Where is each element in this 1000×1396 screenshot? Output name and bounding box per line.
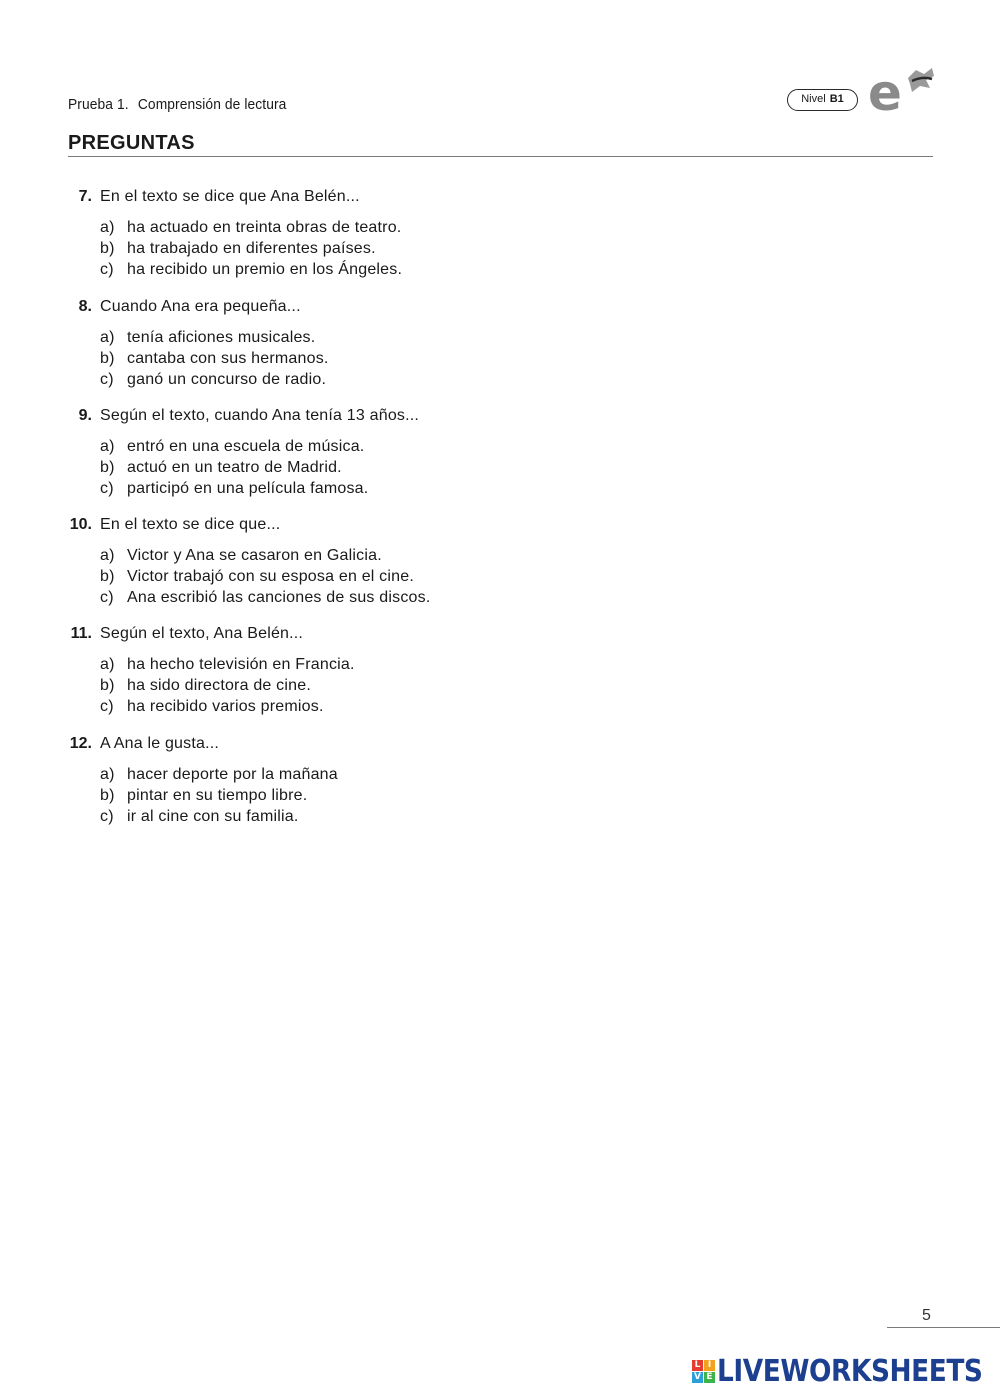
option-b[interactable]: b) ha sido directora de cine.	[100, 677, 311, 694]
question-number: 7.	[78, 188, 92, 205]
question-number: 8.	[78, 298, 92, 315]
option-b[interactable]: b) actuó en un teatro de Madrid.	[100, 459, 342, 476]
page-number: 5	[922, 1307, 931, 1324]
question-number: 12.	[69, 735, 92, 752]
question-text: Según el texto, cuando Ana tenía 13 años...	[100, 407, 420, 424]
test-label: Prueba 1.	[68, 96, 129, 113]
option-a[interactable]: a) entró en una escuela de música.	[100, 438, 365, 455]
option-c[interactable]: c) ir al cine con su familia.	[100, 808, 299, 825]
dele-logo-icon	[868, 64, 938, 116]
page-title: PREGUNTAS	[68, 132, 195, 154]
liveworksheets-text: LIVEWORKSHEETS	[717, 1353, 983, 1389]
liveworksheets-logo[interactable]	[692, 1353, 1000, 1389]
option-b[interactable]: b) ha trabajado en diferentes países.	[100, 240, 376, 257]
question-text: Cuando Ana era pequeña...	[100, 298, 301, 315]
question-number: 10.	[69, 516, 92, 533]
level-value: B1	[829, 93, 844, 105]
question-text: A Ana le gusta...	[100, 735, 220, 752]
option-b[interactable]: b) Victor trabajó con su esposa en el cine.	[100, 568, 414, 585]
question-number: 9.	[78, 407, 92, 424]
option-a[interactable]: a) Victor y Ana se casaron en Galicia.	[100, 547, 382, 564]
option-b[interactable]: b) cantaba con sus hermanos.	[100, 350, 329, 367]
option-c[interactable]: c) participó en una película famosa.	[100, 480, 369, 497]
question-text: En el texto se dice que...	[100, 516, 281, 533]
level-badge	[787, 89, 858, 111]
liveworksheets-squares-icon: L I V E	[692, 1360, 715, 1383]
option-a[interactable]: a) tenía aficiones musicales.	[100, 329, 316, 346]
option-c[interactable]: c) ha recibido un premio en los Ángeles.	[100, 261, 403, 278]
question-text: En el texto se dice que Ana Belén...	[100, 188, 360, 205]
page-number-rule	[887, 1327, 1000, 1328]
level-prefix: Nivel	[801, 93, 826, 105]
option-c[interactable]: c) ganó un concurso de radio.	[100, 371, 327, 388]
option-a[interactable]: a) ha actuado en treinta obras de teatro.	[100, 219, 402, 236]
logo-letter: e	[868, 64, 902, 116]
question-text: Según el texto, Ana Belén...	[100, 625, 304, 642]
option-b[interactable]: b) pintar en su tiempo libre.	[100, 787, 308, 804]
option-a[interactable]: a) ha hecho televisión en Francia.	[100, 656, 355, 673]
option-a[interactable]: a) hacer deporte por la mañana	[100, 766, 338, 783]
option-c[interactable]: c) ha recibido varios premios.	[100, 698, 324, 715]
question-number: 11.	[70, 625, 92, 642]
option-c[interactable]: c) Ana escribió las canciones de sus discos.	[100, 589, 431, 606]
section-label: Comprensión de lectura	[137, 96, 287, 113]
title-divider	[68, 156, 933, 157]
test-header	[68, 96, 286, 113]
